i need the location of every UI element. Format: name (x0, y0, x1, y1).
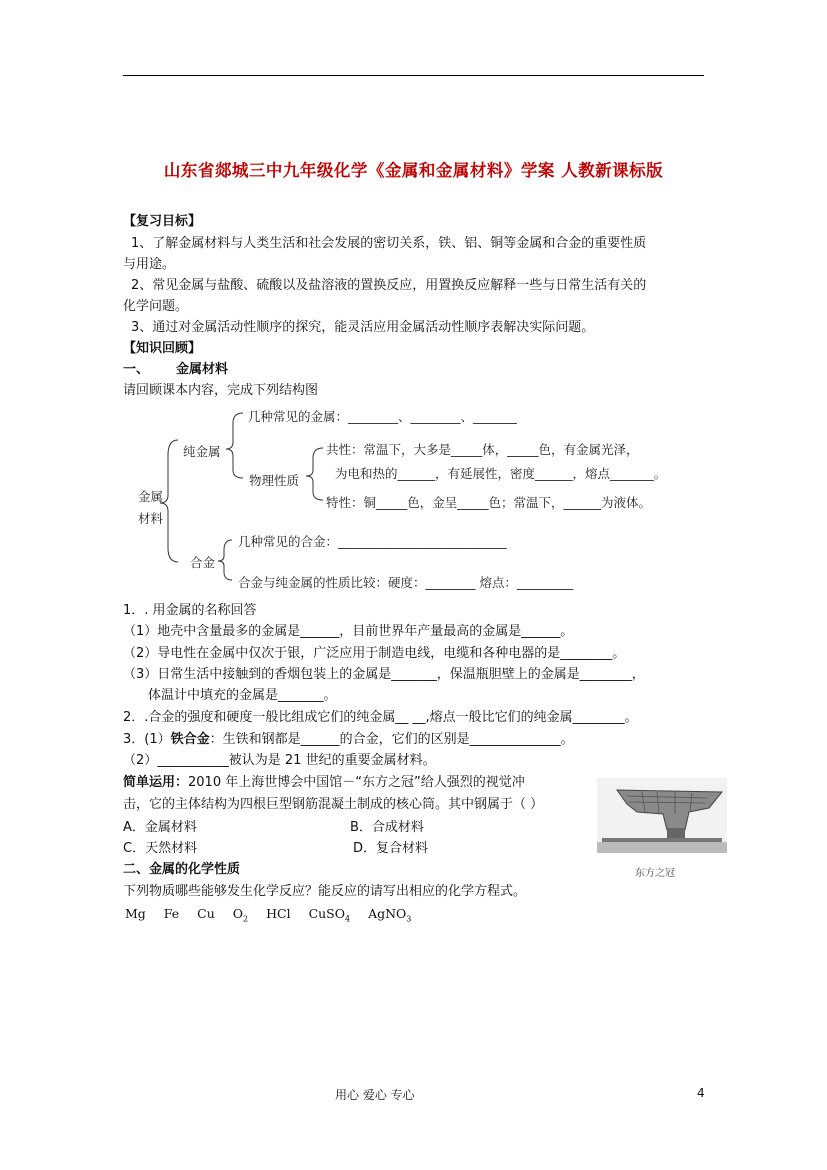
chem-o2-sub: 2 (243, 914, 249, 924)
diagram-alloy-compare: 合金与纯金属的性质比较：硬度：________ 熔点：_________ (238, 575, 574, 590)
diagram-root-label: 金属 (138, 489, 164, 504)
chem-agno3-base: AgNO (368, 906, 407, 921)
chem-cu: Cu (197, 906, 215, 921)
chem-cuso4-sub: 4 (345, 914, 351, 924)
diagram-root-label-2: 材料 (138, 511, 164, 526)
chem-mg: Mg (125, 906, 146, 921)
question-3-1-keyword: 铁合金 (170, 732, 210, 747)
question-2: 2．.合金的强度和硬度一般比组成它们的纯金属__ __,熔点一般比它们的纯金属________。 (123, 710, 638, 725)
page-number: 4 (697, 1086, 705, 1100)
question-3-1-text: ：生铁和钢都是______的合金，它们的区别是______________。 (209, 732, 574, 747)
question-1-2: （2）导电性在金属中仅次于银，广泛应用于制造电线，电缆和各种电器的是________。 (123, 646, 626, 661)
document-title: 山东省郯城三中九年级化学《金属和金属材料》学案 人教新课标版 (163, 161, 664, 180)
part-2-intro: 下列物质哪些能够发生化学反应？能反应的请写出相应的化学方程式。 (123, 884, 527, 899)
footer-motto: 用心 爱心 专心 (335, 1088, 415, 1102)
diagram-common-props-1: 共性：常温下，大多是_____体，_____色，有金属光泽， (326, 442, 639, 457)
apply-label: 简单运用： (123, 775, 189, 790)
question-3-1 (123, 732, 574, 748)
goal-3: 3、通过对金属活动性顺序的探究，能灵活应用金属活动性顺序表解决实际问题。 (131, 320, 595, 335)
part-1-title: 金属材料 (176, 362, 229, 377)
question-1-3: （3）日常生活中接触到的香烟包装上的金属是_______，保温瓶胆壁上的金属是________， (123, 667, 645, 682)
chem-hcl: HCl (266, 906, 291, 921)
china-pavilion-image (597, 778, 727, 853)
section-review-heading: 【复习目标】 (123, 214, 202, 229)
diagram-common-metals: 几种常见的金属：________、________、_______ (248, 409, 517, 424)
part-1-intro: 请回顾课本内容，完成下列结构图 (123, 383, 319, 398)
chem-agno3-sub: 3 (406, 914, 412, 924)
question-1: 1．. 用金属的名称回答 (123, 603, 257, 618)
option-a: A．金属材料 (123, 820, 197, 835)
goal-1-line-2: 与用途。 (123, 257, 176, 272)
diagram-physical-properties: 物理性质 (249, 473, 300, 488)
question-1-1: （1）地壳中含量最多的金属是______，目前世界年产量最高的金属是______。 (123, 624, 574, 639)
goal-1-line-1: 1、了解金属材料与人类生活和社会发展的密切关系，铁、铝、铜等金属和合金的重要性质 (131, 236, 647, 251)
chem-agno3 (368, 906, 412, 924)
header-rule (123, 75, 704, 76)
question-3-2: （2）___________被认为是 21 世纪的重要金属材料。 (123, 753, 436, 768)
part-1-number: 一、 (123, 362, 150, 377)
diagram-alloy: 合金 (190, 555, 216, 570)
image-caption: 东方之冠 (635, 868, 675, 879)
section-knowledge-heading: 【知识回顾】 (123, 341, 202, 356)
chem-o2 (232, 906, 249, 924)
part-2-heading: 二、金属的化学性质 (123, 862, 241, 877)
option-d: D．复合材料 (353, 841, 429, 856)
question-1-4: 体温计中填充的金属是_______。 (148, 688, 337, 703)
chem-fe: Fe (163, 906, 180, 921)
option-c: C．天然材料 (123, 841, 198, 856)
chem-cuso4 (308, 906, 351, 924)
apply-line-1 (123, 775, 525, 791)
apply-text-1: 2010 年上海世博会中国馆－“东方之冠”给人强烈的视觉冲 (188, 775, 525, 790)
diagram-pure-metal: 纯金属 (183, 444, 221, 459)
goal-2-line-1: 2、常见金属与盐酸、硫酸以及盐溶液的置换反应，用置换反应解释一些与日常生活有关的 (131, 278, 647, 293)
diagram-common-alloys: 几种常见的合金：___________________________ (238, 534, 507, 549)
diagram-common-props-2: 为电和热的______，有延展性，密度______，熔点_______。 (335, 466, 667, 481)
chemical-list (125, 906, 425, 924)
diagram-special-props: 特性：铜_____色，金呈_____色；常温下，______为液体。 (326, 495, 652, 510)
chem-cuso4-base: CuSO (308, 906, 345, 921)
chem-o2-base: O (232, 906, 244, 921)
option-b: B．合成材料 (350, 820, 424, 835)
apply-line-2: 击，它的主体结构为四根巨型钢筋混凝土制成的核心筒。其中钢属于（ ） (123, 797, 544, 812)
goal-2-line-2: 化学问题。 (123, 299, 189, 314)
question-3-1-number: 3．(1） (123, 732, 171, 747)
